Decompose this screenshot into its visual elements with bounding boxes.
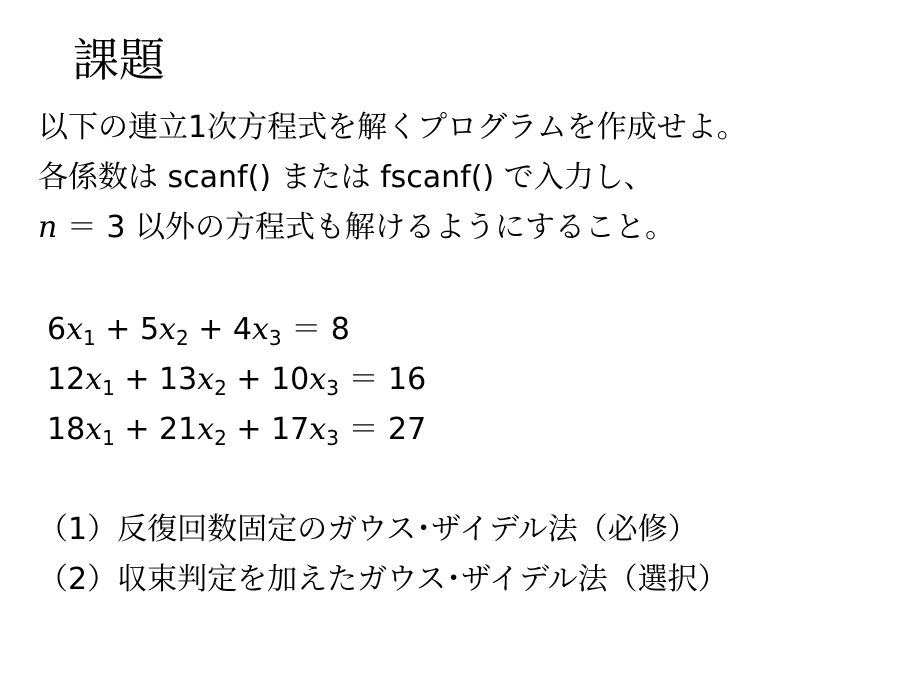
instruction-line-1: 以下の連立1次方程式を解くプログラムを作成せよ。 xyxy=(38,110,747,145)
variable: x xyxy=(85,362,103,397)
coefficient: + 21 xyxy=(114,412,198,447)
instruction-line-3 xyxy=(38,208,675,248)
variable: x xyxy=(66,312,84,347)
n-variable: n xyxy=(38,210,58,245)
coefficient: + 4 xyxy=(188,312,252,347)
coefficient: 6 xyxy=(47,312,67,347)
coefficient: 18 xyxy=(47,412,86,447)
right-hand-side: ＝ 27 xyxy=(338,412,427,447)
variable: x xyxy=(309,362,327,397)
task-item-1: （1）反復回数固定のガウス･ザイデル法（必修） xyxy=(38,512,698,547)
right-hand-side: ＝ 8 xyxy=(281,312,350,347)
instruction-line-2: 各係数は scanf() または fscanf() で入力し、 xyxy=(38,160,654,195)
variable: x xyxy=(197,362,215,397)
subscript: 2 xyxy=(214,376,227,400)
subscript: 3 xyxy=(268,326,282,350)
subscript: 1 xyxy=(102,376,115,400)
variable: x xyxy=(309,412,327,447)
subscript: 1 xyxy=(102,426,115,450)
subscript: 3 xyxy=(326,376,339,400)
subscript: 2 xyxy=(214,426,227,450)
page-title: 課題 xyxy=(73,33,165,87)
variable: x xyxy=(85,412,103,447)
equation-3 xyxy=(47,410,426,458)
coefficient: 12 xyxy=(47,362,86,397)
coefficient: + 13 xyxy=(114,362,198,397)
variable: x xyxy=(252,312,269,347)
equation-2 xyxy=(47,360,426,408)
subscript: 1 xyxy=(83,326,96,350)
coefficient: + 10 xyxy=(226,362,310,397)
right-hand-side: ＝ 16 xyxy=(338,362,427,397)
variable: x xyxy=(159,312,176,347)
condition-text: ＝ 3 以外の方程式も解けるようにすること。 xyxy=(57,210,676,245)
coefficient: + 5 xyxy=(95,312,160,347)
variable: x xyxy=(197,412,215,447)
coefficient: + 17 xyxy=(226,412,310,447)
subscript: 3 xyxy=(326,426,339,450)
subscript: 2 xyxy=(175,326,189,350)
task-item-2: （2）収束判定を加えたガウス･ザイデル法（選択） xyxy=(38,562,728,597)
equation-1 xyxy=(47,310,350,358)
